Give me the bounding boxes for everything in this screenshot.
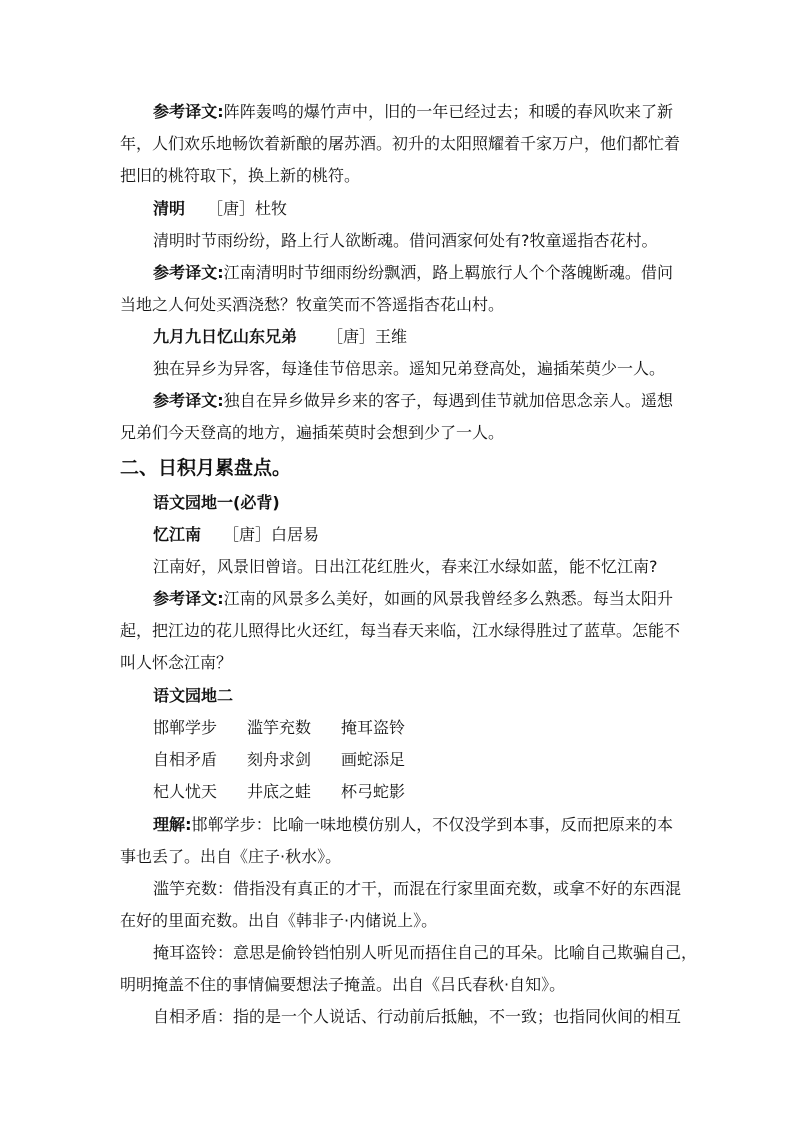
idiom-row — [153, 781, 435, 803]
idiom: 杞人忧天 — [153, 782, 218, 801]
translation-line — [153, 262, 673, 284]
translation-line: 把旧的桃符取下，换上新的桃符。 — [120, 166, 361, 185]
poem-author: ［唐］杜牧 — [207, 199, 288, 218]
poem-heading — [153, 326, 407, 348]
explanation-line: 掩耳盗铃：意思是偷铃铛怕别人听见而捂住自己的耳朵。比喻自己欺骗自己， — [153, 943, 698, 962]
translation-line — [153, 390, 673, 412]
idiom: 画蛇添足 — [341, 750, 406, 769]
poem-verse: 独在异乡为异客，每逢佳节倍思亲。遥知兄弟登高处，遍插茱萸少一人。 — [153, 359, 666, 378]
translation-text: 阵阵轰鸣的爆竹声中，旧的一年已经过去；和暖的春风吹来了新 — [223, 102, 673, 121]
poem-heading — [153, 524, 319, 546]
poem-heading — [153, 198, 287, 220]
explanation-line — [153, 814, 673, 836]
idiom-row — [153, 717, 435, 739]
idiom: 掩耳盗铃 — [341, 718, 406, 737]
poem-author: ［唐］王维 — [327, 327, 408, 346]
translation-line: 当地之人何处买酒浇愁？牧童笑而不答遥指杏花山村。 — [120, 295, 505, 314]
translation-line — [153, 588, 673, 610]
translation-line: 兄弟们今天登高的地方，遍插茱萸时会想到少了一人。 — [120, 423, 505, 442]
idiom: 井底之蛙 — [247, 782, 312, 801]
explanation-line: 在好的里面充数。出自《韩非子·内储说上》。 — [120, 911, 438, 930]
translation-label: 参考译文: — [153, 589, 224, 608]
understand-label: 理解: — [153, 815, 192, 834]
idiom: 自相矛盾 — [153, 750, 218, 769]
idiom: 刻舟求剑 — [247, 750, 312, 769]
poem-title: 九月九日忆山东兄弟 — [153, 327, 298, 346]
translation-text: 江南的风景多么美好，如画的风景我曾经多么熟悉。每当太阳升 — [223, 589, 673, 608]
translation-label: 参考译文: — [153, 391, 224, 410]
subsection-title: 语文园地二 — [153, 686, 234, 705]
translation-line: 起，把江边的花儿照得比火还红，每当春天来临，江水绿得胜过了蓝草。怎能不 — [120, 621, 681, 640]
poem-verse: 江南好，风景旧曾谙。日出江花红胜火，春来江水绿如蓝，能不忆江南? — [153, 557, 658, 576]
explanation-line: 事也丢了。出自《庄子·秋水》。 — [120, 847, 342, 866]
explanation-line: 滥竽充数：借指没有真正的才干，而混在行家里面充数，或拿不好的东西混 — [153, 879, 682, 898]
idiom: 杯弓蛇影 — [341, 782, 406, 801]
translation-line: 叫人怀念江南？ — [120, 653, 233, 672]
idiom-row — [153, 749, 435, 771]
translation-text: 独自在异乡做异乡来的客子，每遇到佳节就加倍思念亲人。遥想 — [223, 391, 673, 410]
idiom: 邯郸学步 — [153, 718, 218, 737]
translation-text: 江南清明时节细雨纷纷飘洒，路上羁旅行人个个落魄断魂。借问 — [223, 263, 673, 282]
translation-label: 参考译文: — [153, 263, 224, 282]
poem-title: 忆江南 — [153, 525, 202, 544]
poem-verse: 清明时节雨纷纷，路上行人欲断魂。借问酒家何处有?牧童遥指杏花村。 — [153, 231, 658, 250]
explanation-text: 邯郸学步：比喻一味地模仿别人，不仅没学到本事，反而把原来的本 — [191, 815, 673, 834]
explanation-line: 明明掩盖不住的事情偏要想法子掩盖。出自《吕氏春秋·自知》。 — [120, 975, 566, 994]
translation-label: 参考译文: — [153, 102, 224, 121]
poem-title: 清明 — [153, 199, 186, 218]
translation-line — [153, 101, 673, 123]
section-heading: 二、日积月累盘点。 — [120, 457, 292, 479]
subsection-title: 语文园地一(必背) — [153, 493, 280, 512]
idiom: 滥竽充数 — [247, 718, 312, 737]
poem-author: ［唐］白居易 — [223, 525, 320, 544]
explanation-line: 自相矛盾：指的是一个人说话、行动前后抵触，不一致；也指同伙间的相互 — [153, 1007, 682, 1026]
translation-line: 年，人们欢乐地畅饮着新酿的屠苏酒。初升的太阳照耀着千家万户，他们都忙着 — [120, 134, 681, 153]
